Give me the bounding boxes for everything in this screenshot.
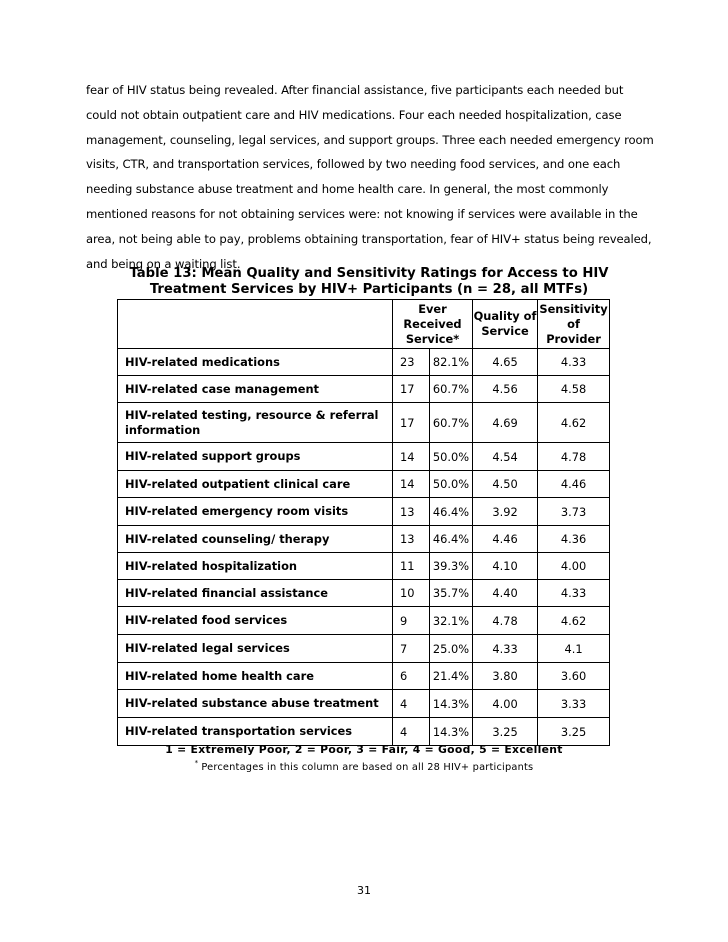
quality-rating-cell: 4.65 <box>473 349 538 376</box>
service-name-cell: HIV-related testing, resource & referral information <box>118 403 393 443</box>
sensitivity-rating-cell: 4.1 <box>538 635 610 663</box>
footnote-text: Percentages in this column are based on all 28 HIV+ participants <box>201 762 534 773</box>
percent-cell: 50.0% <box>430 471 473 498</box>
rating-scale-note: 1 = Extremely Poor, 2 = Poor, 3 = Fair, 4 = Good, 5 = Excellent <box>165 743 563 756</box>
quality-rating-cell: 4.33 <box>473 635 538 663</box>
header-quality: Quality of Service <box>473 300 538 349</box>
service-name-cell: HIV-related financial assistance <box>118 580 393 607</box>
sensitivity-rating-cell: 3.73 <box>538 498 610 526</box>
table-footnote <box>0 759 728 773</box>
count-cell: 17 <box>393 403 430 443</box>
service-name-cell: HIV-related food services <box>118 607 393 635</box>
count-cell: 13 <box>393 498 430 526</box>
count-cell: 23 <box>393 349 430 376</box>
header-ever-received: Ever Received Service* <box>393 300 473 349</box>
table-row <box>118 663 610 690</box>
quality-rating-cell: 4.10 <box>473 553 538 580</box>
percent-cell: 46.4% <box>430 498 473 526</box>
quality-rating-cell: 4.78 <box>473 607 538 635</box>
percent-cell: 35.7% <box>430 580 473 607</box>
table-row <box>118 635 610 663</box>
sensitivity-rating-cell: 3.33 <box>538 690 610 718</box>
sensitivity-rating-cell: 4.36 <box>538 526 610 553</box>
sensitivity-rating-cell: 4.62 <box>538 607 610 635</box>
table-row <box>118 471 610 498</box>
service-name-cell: HIV-related case management <box>118 376 393 403</box>
table-row <box>118 376 610 403</box>
sensitivity-rating-cell: 4.00 <box>538 553 610 580</box>
sensitivity-rating-cell: 3.60 <box>538 663 610 690</box>
count-cell: 14 <box>393 471 430 498</box>
count-cell: 7 <box>393 635 430 663</box>
count-cell: 13 <box>393 526 430 553</box>
percent-cell: 60.7% <box>430 376 473 403</box>
service-name-cell: HIV-related transportation services <box>118 718 393 746</box>
sensitivity-rating-cell: 4.46 <box>538 471 610 498</box>
percent-cell: 60.7% <box>430 403 473 443</box>
table-row <box>118 718 610 746</box>
sensitivity-rating-cell: 4.58 <box>538 376 610 403</box>
quality-rating-cell: 4.54 <box>473 443 538 471</box>
service-name-cell: HIV-related outpatient clinical care <box>118 471 393 498</box>
sensitivity-rating-cell: 4.62 <box>538 403 610 443</box>
table-row <box>118 349 610 376</box>
service-name-cell: HIV-related substance abuse treatment <box>118 690 393 718</box>
header-sensitivity: Sensitivity of Provider <box>538 300 610 349</box>
quality-rating-cell: 4.00 <box>473 690 538 718</box>
service-name-cell: HIV-related legal services <box>118 635 393 663</box>
quality-rating-cell: 3.92 <box>473 498 538 526</box>
service-name-cell: HIV-related hospitalization <box>118 553 393 580</box>
ratings-table <box>117 299 610 746</box>
page-number: 31 <box>357 884 371 897</box>
quality-rating-cell: 4.56 <box>473 376 538 403</box>
count-cell: 17 <box>393 376 430 403</box>
quality-rating-cell: 4.46 <box>473 526 538 553</box>
quality-rating-cell: 4.40 <box>473 580 538 607</box>
table-row <box>118 580 610 607</box>
service-name-cell: HIV-related counseling/ therapy <box>118 526 393 553</box>
sensitivity-rating-cell: 4.78 <box>538 443 610 471</box>
percent-cell: 14.3% <box>430 690 473 718</box>
count-cell: 6 <box>393 663 430 690</box>
count-cell: 4 <box>393 718 430 746</box>
count-cell: 10 <box>393 580 430 607</box>
count-cell: 9 <box>393 607 430 635</box>
sensitivity-rating-cell: 3.25 <box>538 718 610 746</box>
quality-rating-cell: 4.50 <box>473 471 538 498</box>
service-name-cell: HIV-related medications <box>118 349 393 376</box>
percent-cell: 82.1% <box>430 349 473 376</box>
table-row <box>118 498 610 526</box>
service-name-cell: HIV-related home health care <box>118 663 393 690</box>
count-cell: 11 <box>393 553 430 580</box>
table-body <box>118 349 610 746</box>
service-name-cell: HIV-related support groups <box>118 443 393 471</box>
table-row <box>118 553 610 580</box>
quality-rating-cell: 3.80 <box>473 663 538 690</box>
table-row <box>118 443 610 471</box>
table-row <box>118 403 610 443</box>
table-row <box>118 690 610 718</box>
percent-cell: 25.0% <box>430 635 473 663</box>
sensitivity-rating-cell: 4.33 <box>538 349 610 376</box>
footnote-marker: * <box>194 759 199 767</box>
table-row <box>118 526 610 553</box>
body-paragraph: fear of HIV status being revealed. After financial assistance, five participants each needed but could not obtain outpatient care and HIV medications. Four each needed hospitalization, case management, counseling, legal services, and support groups. Three each needed emergency room visits, CTR, and transportation services, followed by two needing food services, and one each needing substance abuse treatment and home health care. In general, the most commonly mentioned reasons for not obtaining services were: not knowing if services were available in the area, not being able to pay, problems obtaining transportation, fear of HIV+ status being revealed, and being on a waiting list. <box>86 83 654 271</box>
header-service-blank <box>118 300 393 349</box>
count-cell: 4 <box>393 690 430 718</box>
table-caption: Table 13: Mean Quality and Sensitivity Ratings for Access to HIV Treatment Services by HIV+ Participants (n = 28, all MTFs) <box>129 266 609 297</box>
percent-cell: 46.4% <box>430 526 473 553</box>
sensitivity-rating-cell: 4.33 <box>538 580 610 607</box>
quality-rating-cell: 4.69 <box>473 403 538 443</box>
table-row <box>118 607 610 635</box>
percent-cell: 39.3% <box>430 553 473 580</box>
percent-cell: 21.4% <box>430 663 473 690</box>
quality-rating-cell: 3.25 <box>473 718 538 746</box>
percent-cell: 14.3% <box>430 718 473 746</box>
count-cell: 14 <box>393 443 430 471</box>
percent-cell: 32.1% <box>430 607 473 635</box>
percent-cell: 50.0% <box>430 443 473 471</box>
table-header-row <box>118 300 610 349</box>
service-name-cell: HIV-related emergency room visits <box>118 498 393 526</box>
